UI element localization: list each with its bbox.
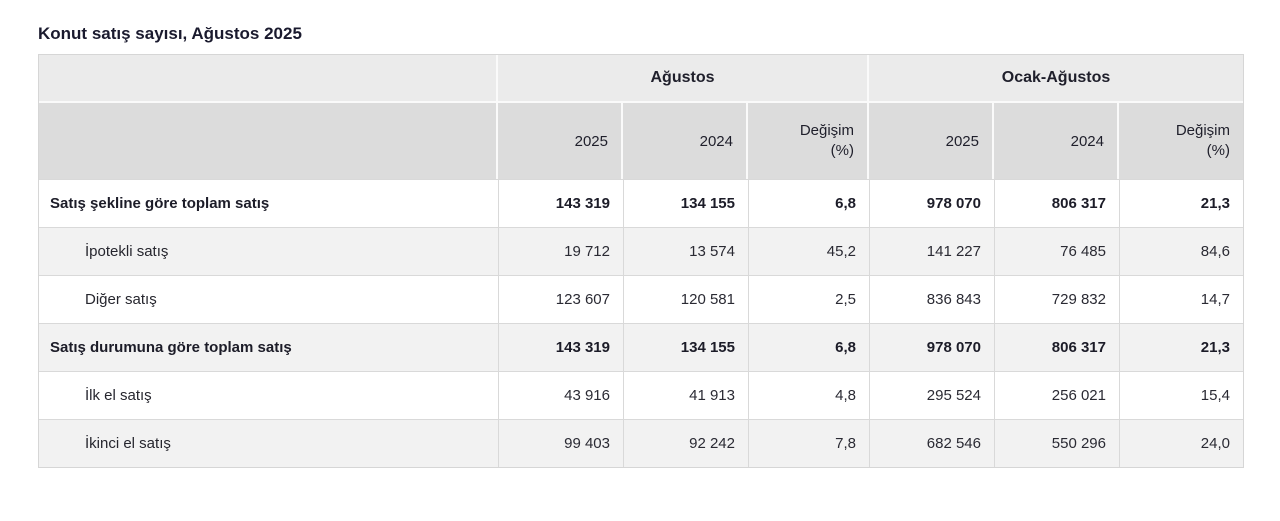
table-body bbox=[39, 179, 1243, 467]
column-group-row bbox=[39, 55, 1243, 103]
change-unit: (%) bbox=[830, 142, 854, 159]
cell-value: 6,8 bbox=[748, 323, 869, 371]
cell-value: 978 070 bbox=[869, 323, 994, 371]
cell-value: 43 916 bbox=[498, 371, 623, 419]
cell-value: 84,6 bbox=[1119, 227, 1243, 275]
cell-value: 295 524 bbox=[869, 371, 994, 419]
col-header-aug-2024: 2024 bbox=[623, 103, 748, 179]
cell-value: 978 070 bbox=[869, 179, 994, 227]
cell-value: 143 319 bbox=[498, 323, 623, 371]
cell-value: 682 546 bbox=[869, 419, 994, 467]
cell-value: 24,0 bbox=[1119, 419, 1243, 467]
table-row bbox=[39, 179, 1243, 227]
corner-cell bbox=[39, 55, 498, 103]
row-label: Satış durumuna göre toplam satış bbox=[39, 323, 498, 371]
cell-value: 123 607 bbox=[498, 275, 623, 323]
cell-value: 13 574 bbox=[623, 227, 748, 275]
col-header-janaug-2024: 2024 bbox=[994, 103, 1119, 179]
cell-value: 120 581 bbox=[623, 275, 748, 323]
cell-value: 2,5 bbox=[748, 275, 869, 323]
cell-value: 806 317 bbox=[994, 179, 1119, 227]
change-label: Değişim bbox=[799, 122, 854, 139]
cell-value: 41 913 bbox=[623, 371, 748, 419]
table-row bbox=[39, 419, 1243, 467]
cell-value: 134 155 bbox=[623, 323, 748, 371]
group-header-january-august: Ocak-Ağustos bbox=[869, 55, 1243, 103]
cell-value: 134 155 bbox=[623, 179, 748, 227]
cell-value: 806 317 bbox=[994, 323, 1119, 371]
cell-value: 550 296 bbox=[994, 419, 1119, 467]
table-header bbox=[39, 55, 1243, 179]
cell-value: 92 242 bbox=[623, 419, 748, 467]
corner-sub-cell bbox=[39, 103, 498, 179]
table-row bbox=[39, 323, 1243, 371]
row-label: İkinci el satış bbox=[39, 419, 498, 467]
row-label: İlk el satış bbox=[39, 371, 498, 419]
cell-value: 15,4 bbox=[1119, 371, 1243, 419]
cell-value: 14,7 bbox=[1119, 275, 1243, 323]
cell-value: 7,8 bbox=[748, 419, 869, 467]
page-title: Konut satış sayısı, Ağustos 2025 bbox=[38, 24, 302, 43]
cell-value: 4,8 bbox=[748, 371, 869, 419]
housing-sales-table bbox=[38, 54, 1244, 468]
cell-value: 21,3 bbox=[1119, 179, 1243, 227]
col-header-janaug-change bbox=[1119, 103, 1243, 179]
cell-value: 21,3 bbox=[1119, 323, 1243, 371]
row-label: İpotekli satış bbox=[39, 227, 498, 275]
row-label: Satış şekline göre toplam satış bbox=[39, 179, 498, 227]
cell-value: 6,8 bbox=[748, 179, 869, 227]
col-header-aug-change bbox=[748, 103, 869, 179]
col-header-janaug-2025: 2025 bbox=[869, 103, 994, 179]
cell-value: 45,2 bbox=[748, 227, 869, 275]
cell-value: 256 021 bbox=[994, 371, 1119, 419]
cell-value: 836 843 bbox=[869, 275, 994, 323]
group-header-august: Ağustos bbox=[498, 55, 869, 103]
col-header-aug-2025: 2025 bbox=[498, 103, 623, 179]
change-unit: (%) bbox=[1206, 142, 1230, 159]
table-row bbox=[39, 275, 1243, 323]
sub-header-row bbox=[39, 103, 1243, 179]
cell-value: 76 485 bbox=[994, 227, 1119, 275]
cell-value: 99 403 bbox=[498, 419, 623, 467]
table-row bbox=[39, 227, 1243, 275]
cell-value: 141 227 bbox=[869, 227, 994, 275]
cell-value: 19 712 bbox=[498, 227, 623, 275]
change-label: Değişim bbox=[1175, 122, 1230, 139]
table-row bbox=[39, 371, 1243, 419]
row-label: Diğer satış bbox=[39, 275, 498, 323]
cell-value: 143 319 bbox=[498, 179, 623, 227]
cell-value: 729 832 bbox=[994, 275, 1119, 323]
